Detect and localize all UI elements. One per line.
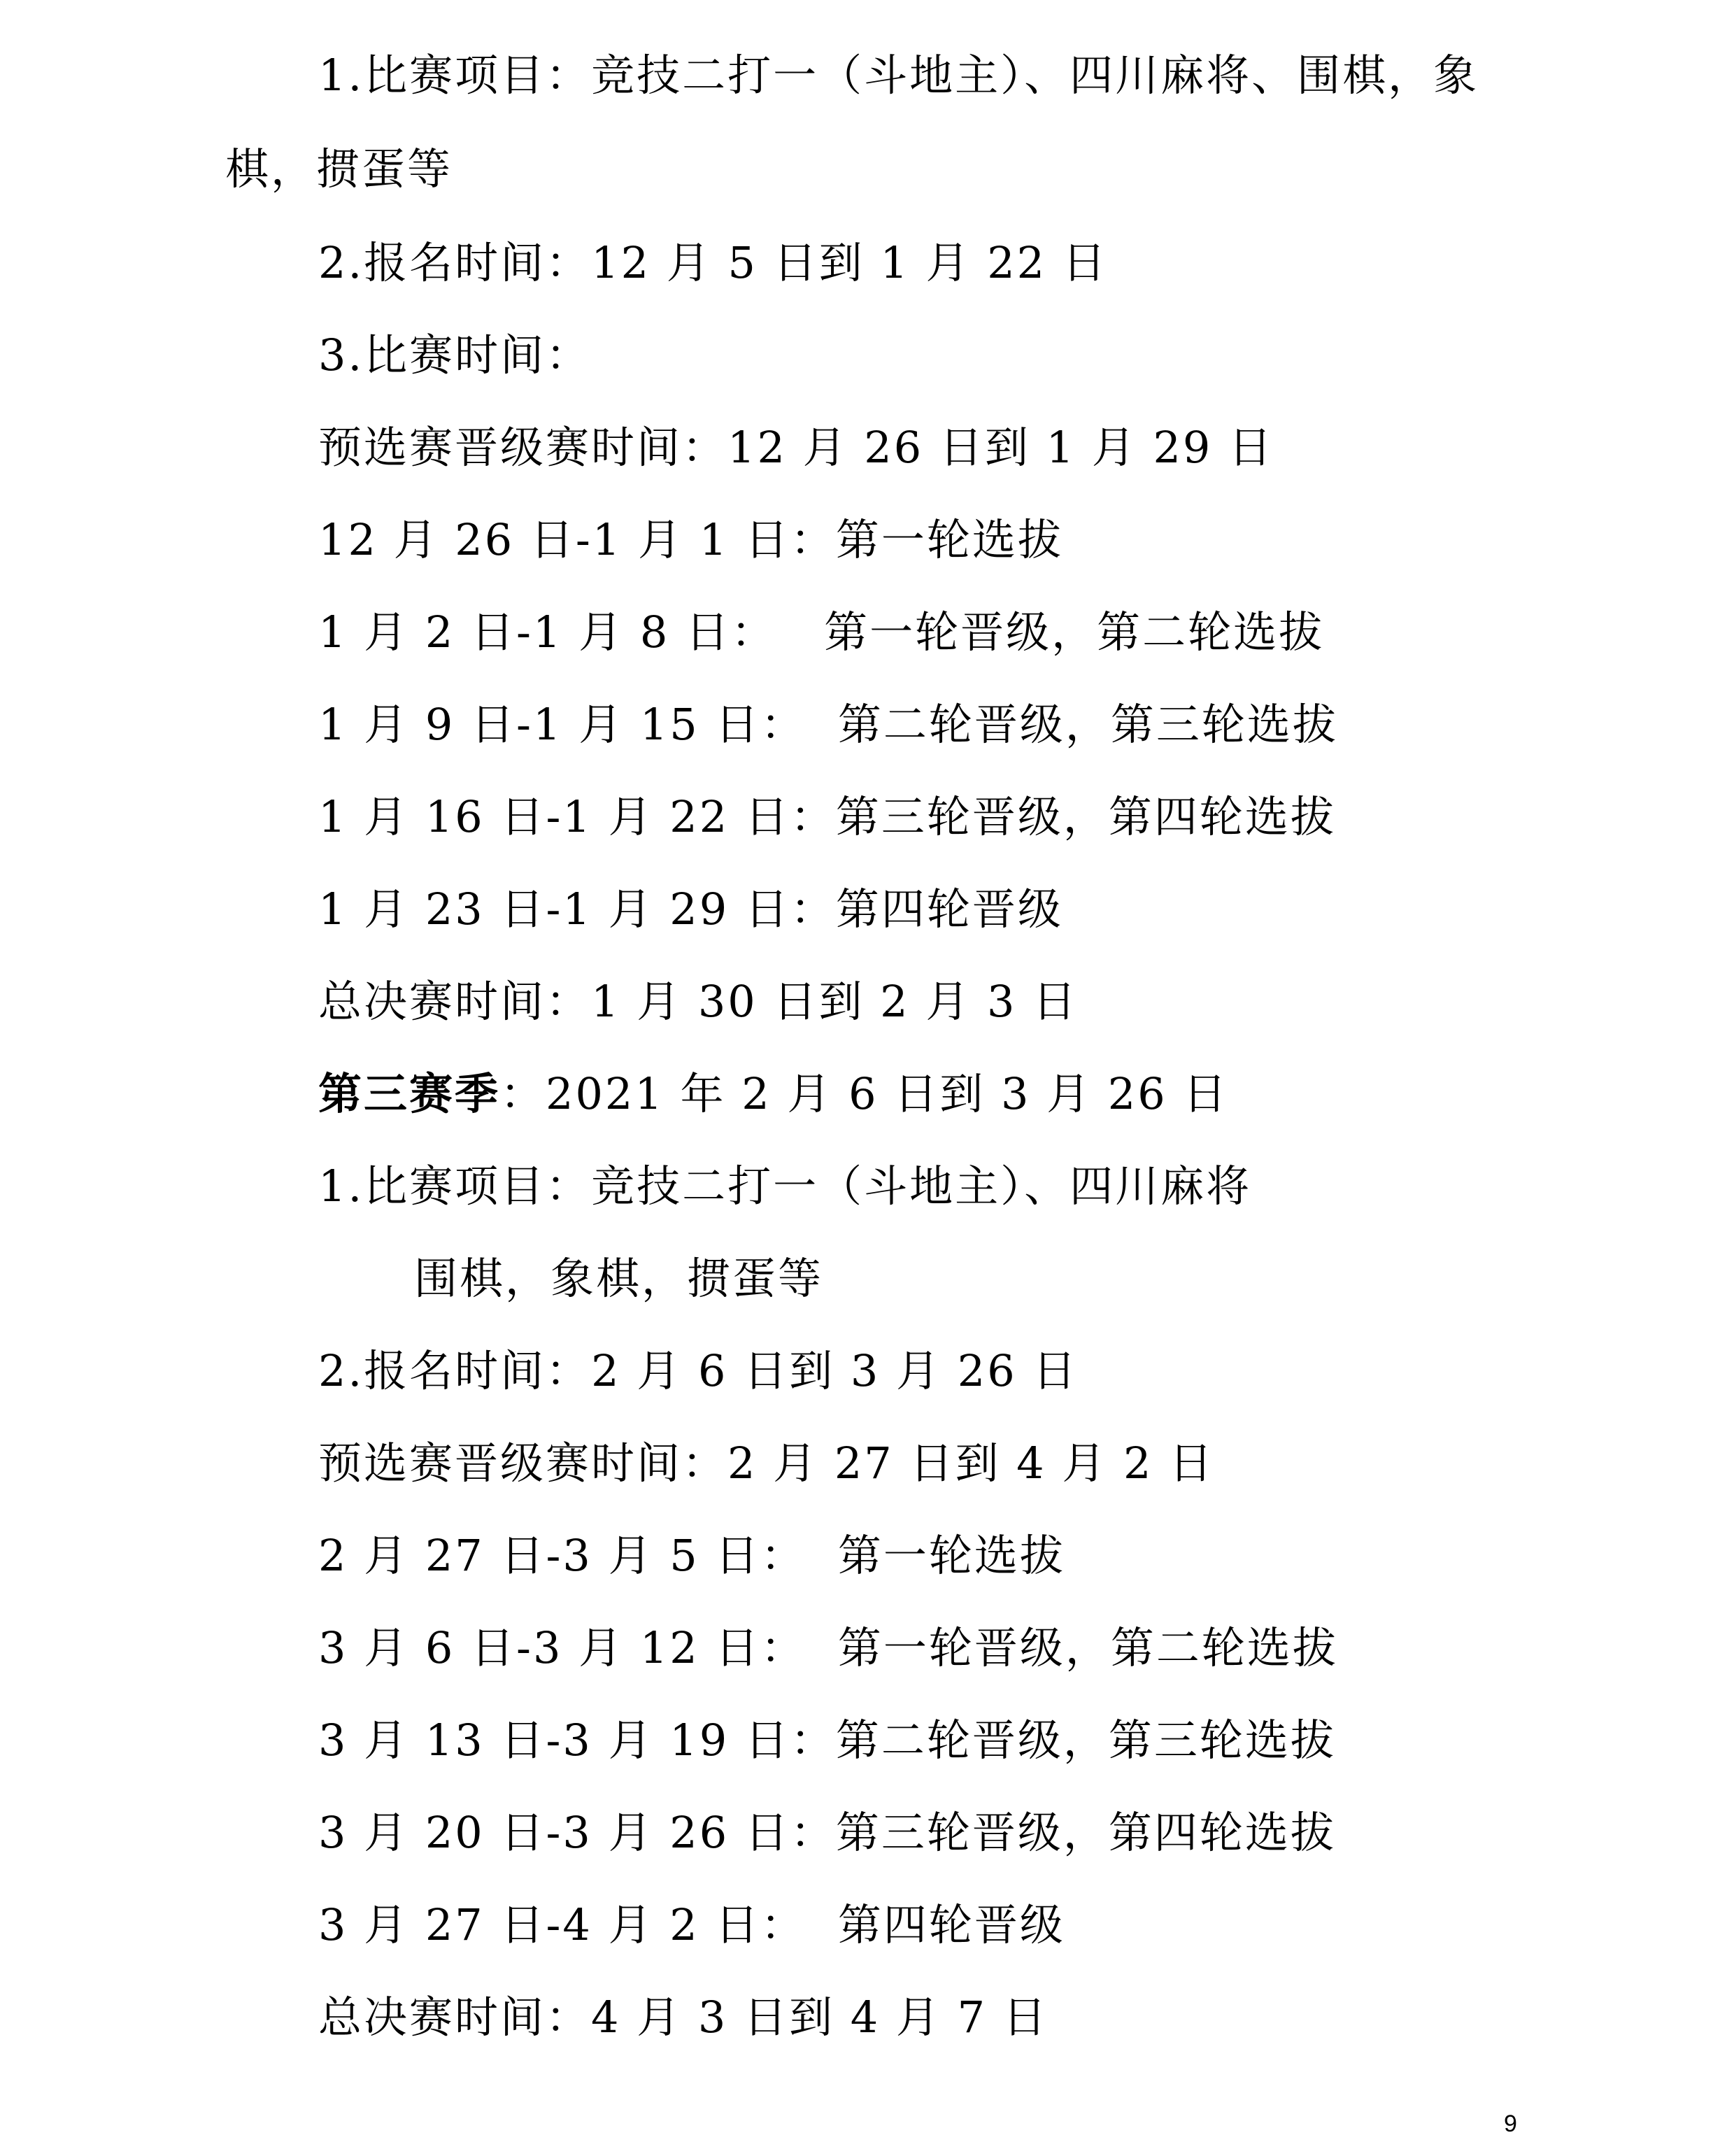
- season2-item-events-line2: 棋，掼蛋等: [225, 143, 453, 194]
- season2-schedule-row: 1 月 16 日-1 月 22 日：第三轮晋级，第四轮选拔: [318, 791, 1336, 842]
- season3-dates: ：2021 年 2 月 6 日到 3 月 26 日: [500, 1068, 1229, 1119]
- season2-registration-time: 2.报名时间：12 月 5 日到 1 月 22 日: [318, 237, 1108, 288]
- season3-item-events-line2: 围棋，象棋，掼蛋等: [414, 1253, 824, 1304]
- season3-schedule-row: 2 月 27 日-3 月 5 日： 第一轮选拔: [318, 1530, 1065, 1581]
- season3-prelim-time: 预选赛晋级赛时间：2 月 27 日到 4 月 2 日: [318, 1438, 1215, 1489]
- season2-schedule-row: 1 月 2 日-1 月 8 日： 第一轮晋级，第二轮选拔: [318, 607, 1325, 658]
- season3-final-time: 总决赛时间：4 月 3 日到 4 月 7 日: [318, 1992, 1049, 2043]
- season3-schedule-row: 3 月 20 日-3 月 26 日：第三轮晋级，第四轮选拔: [318, 1807, 1336, 1858]
- season3-label: 第三赛季: [318, 1068, 501, 1119]
- season3-registration-time: 2.报名时间：2 月 6 日到 3 月 26 日: [318, 1345, 1079, 1396]
- season3-schedule-row: 3 月 13 日-3 月 19 日：第二轮晋级，第三轮选拔: [318, 1715, 1336, 1766]
- season3-item-events-line1: 1.比赛项目：竞技二打一（斗地主）、四川麻将: [318, 1161, 1252, 1212]
- page-number: 9: [1504, 2111, 1517, 2137]
- season2-prelim-time: 预选赛晋级赛时间：12 月 26 日到 1 月 29 日: [318, 422, 1274, 473]
- season2-schedule-row: 1 月 23 日-1 月 29 日：第四轮晋级: [318, 884, 1063, 935]
- season2-schedule-row: 1 月 9 日-1 月 15 日： 第二轮晋级，第三轮选拔: [318, 699, 1338, 750]
- season2-schedule-row: 12 月 26 日-1 月 1 日：第一轮选拔: [318, 514, 1063, 565]
- season3-heading: [318, 1066, 1228, 1122]
- season2-match-time-heading: 3.比赛时间：: [318, 329, 592, 381]
- season3-schedule-row: 3 月 27 日-4 月 2 日： 第四轮晋级: [318, 1899, 1065, 1950]
- season3-schedule-row: 3 月 6 日-3 月 12 日： 第一轮晋级，第二轮选拔: [318, 1622, 1338, 1673]
- season2-item-events-line1: 1.比赛项目：竞技二打一（斗地主）、四川麻将、围棋，象: [318, 50, 1479, 101]
- season2-final-time: 总决赛时间：1 月 30 日到 2 月 3 日: [318, 976, 1079, 1027]
